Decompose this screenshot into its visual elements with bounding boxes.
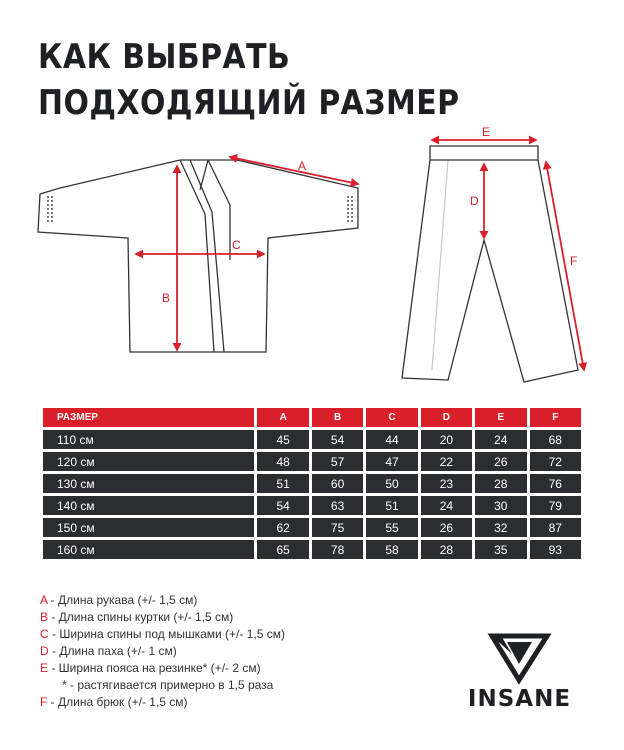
cell-size: 160 см xyxy=(43,540,254,559)
table-row xyxy=(43,540,581,559)
measure-f xyxy=(546,162,584,370)
cell-f: 76 xyxy=(530,474,581,493)
cell-size: 120 см xyxy=(43,452,254,471)
cell-e: 30 xyxy=(475,496,526,515)
cell-d: 28 xyxy=(421,540,472,559)
cell-e: 35 xyxy=(475,540,526,559)
header-c: C xyxy=(366,408,417,427)
brand-logo xyxy=(452,628,587,713)
label-e: E xyxy=(482,125,491,139)
legend-item-a: A - Длина рукава (+/- 1,5 см) xyxy=(40,593,198,607)
cell-b: 78 xyxy=(312,540,363,559)
cell-d: 22 xyxy=(421,452,472,471)
label-d: D xyxy=(470,194,479,208)
legend-item-b: B - Длина спины куртки (+/- 1,5 см) xyxy=(40,610,234,624)
cell-a: 54 xyxy=(257,496,308,515)
cell-e: 24 xyxy=(475,430,526,449)
header-f: F xyxy=(530,408,581,427)
cell-a: 65 xyxy=(257,540,308,559)
cell-d: 26 xyxy=(421,518,472,537)
cell-c: 44 xyxy=(366,430,417,449)
table-row xyxy=(43,430,581,449)
cell-d: 24 xyxy=(421,496,472,515)
cell-size: 110 см xyxy=(43,430,254,449)
title-line-1: КАК ВЫБРАТЬ xyxy=(38,37,291,77)
jacket-outline xyxy=(38,160,358,352)
cell-a: 51 xyxy=(257,474,308,493)
cell-f: 68 xyxy=(530,430,581,449)
table-row xyxy=(43,496,581,515)
cell-b: 63 xyxy=(312,496,363,515)
cell-c: 55 xyxy=(366,518,417,537)
size-table xyxy=(40,405,584,562)
cell-b: 60 xyxy=(312,474,363,493)
header-e: E xyxy=(475,408,526,427)
measure-c xyxy=(136,238,264,254)
cell-e: 26 xyxy=(475,452,526,471)
measurement-legend xyxy=(40,592,285,711)
label-a: A xyxy=(298,159,307,173)
title-line-2: ПОДХОДЯЩИЙ РАЗМЕР xyxy=(38,83,460,123)
cell-size: 140 см xyxy=(43,496,254,515)
cell-c: 47 xyxy=(366,452,417,471)
measure-e xyxy=(432,125,536,140)
cell-e: 32 xyxy=(475,518,526,537)
header-b: B xyxy=(312,408,363,427)
legend-item-d: D - Длина паха (+/- 1 см) xyxy=(40,644,177,658)
measure-d xyxy=(470,164,484,238)
cell-c: 58 xyxy=(366,540,417,559)
label-b: B xyxy=(162,291,171,305)
cell-size: 150 см xyxy=(43,518,254,537)
cell-f: 93 xyxy=(530,540,581,559)
measure-a xyxy=(230,157,358,184)
table-header-row xyxy=(43,408,581,427)
cell-f: 79 xyxy=(530,496,581,515)
pants-outline xyxy=(402,146,578,382)
cell-d: 20 xyxy=(421,430,472,449)
cell-f: 87 xyxy=(530,518,581,537)
cell-a: 48 xyxy=(257,452,308,471)
cell-d: 23 xyxy=(421,474,472,493)
legend-item-e: E - Ширина пояса на резинке* (+/- 2 см) xyxy=(40,661,261,675)
table-row xyxy=(43,474,581,493)
header-size: РАЗМЕР xyxy=(43,408,254,427)
cell-b: 54 xyxy=(312,430,363,449)
cell-f: 72 xyxy=(530,452,581,471)
header-d: D xyxy=(421,408,472,427)
header-a: A xyxy=(257,408,308,427)
insane-logo-icon xyxy=(452,628,587,686)
legend-footnote: * - растягивается примерно в 1,5 раза xyxy=(62,678,274,692)
label-c: C xyxy=(232,238,241,252)
cell-c: 51 xyxy=(366,496,417,515)
legend-item-f: F - Длина брюк (+/- 1,5 см) xyxy=(40,695,188,709)
cell-a: 45 xyxy=(257,430,308,449)
cell-c: 50 xyxy=(366,474,417,493)
cell-a: 62 xyxy=(257,518,308,537)
measure-b xyxy=(162,166,177,350)
legend-item-c: C - Ширина спины под мышками (+/- 1,5 см) xyxy=(40,627,285,641)
label-f: F xyxy=(570,254,578,268)
table-row xyxy=(43,518,581,537)
cell-size: 130 см xyxy=(43,474,254,493)
cell-b: 57 xyxy=(312,452,363,471)
brand-name: INSANE xyxy=(467,686,572,712)
cell-b: 75 xyxy=(312,518,363,537)
table-row xyxy=(43,452,581,471)
cell-e: 28 xyxy=(475,474,526,493)
